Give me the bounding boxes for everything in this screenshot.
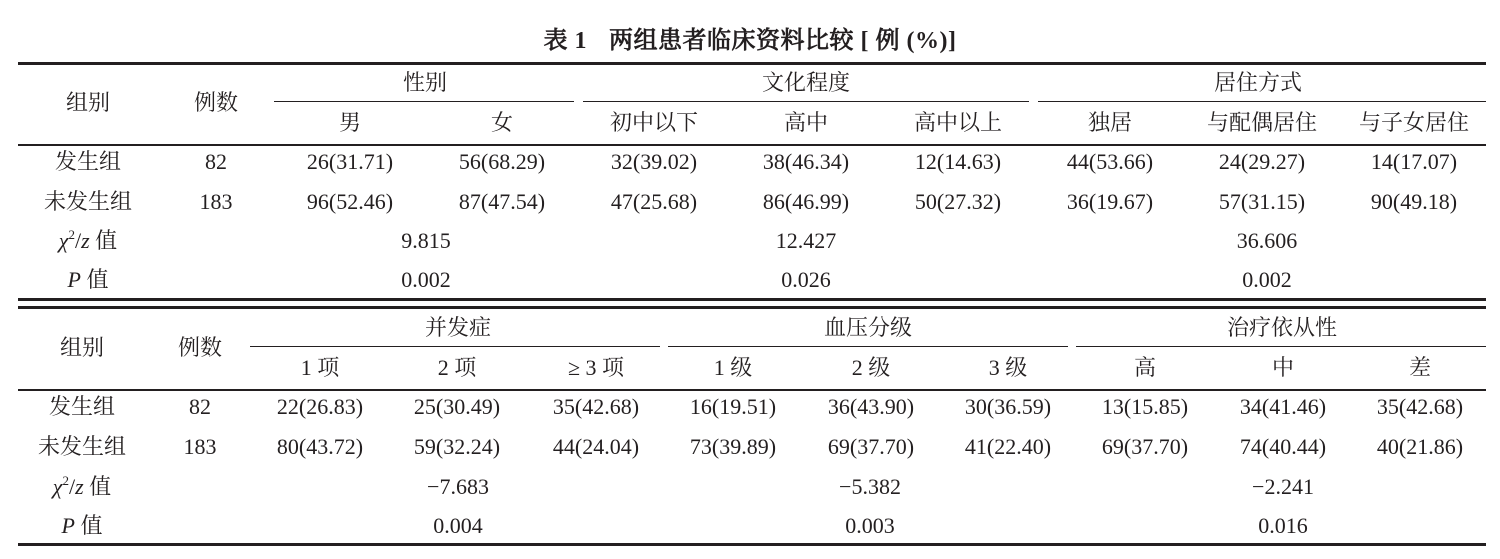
category-header-compliance: 治疗依从性 [1226,315,1338,340]
p-row-label: P 值 [61,513,103,538]
table-cell: 12(14.63) [914,149,1002,174]
subheader-alone: 独居 [1087,110,1133,135]
table-cell: 36(19.67) [1066,189,1154,214]
table-2-top-rule [18,306,1486,309]
table-2-bottom-rule [18,543,1486,546]
count-header: 例数 [193,90,239,115]
stat-value: −7.683 [427,474,489,499]
table-cell: 90(49.18) [1370,189,1458,214]
p-value: 0.003 [845,513,895,538]
p-value: 0.016 [1258,513,1308,538]
stat-row-label: $\chi^2/z$ 值 [52,473,112,499]
table-title: 两组患者临床资料比较 [ 例 (%)] [609,28,957,54]
table-cell: 32(39.02) [610,149,698,174]
category-header-complications: 并发症 [424,315,492,340]
subheader-below-junior-high: 初中以下 [609,110,699,135]
subheader-with-spouse: 与配偶居住 [1206,110,1318,135]
subheader-high: 高 [1133,355,1157,380]
table-cell: 87(47.54) [458,189,546,214]
stat-value: 36.606 [1236,228,1298,253]
row-group-label: 发生组 [54,149,122,174]
count-header: 例数 [177,335,223,360]
row-group-label: 未发生组 [43,189,133,214]
table-cell: 57(31.15) [1218,189,1306,214]
table-cell: 74(40.44) [1239,434,1327,459]
stat-value: −5.382 [839,474,901,499]
table-cell: 44(53.66) [1066,149,1154,174]
subheader-male: 男 [338,110,362,135]
p-value: 0.004 [433,513,483,538]
subheader-medium: 中 [1271,355,1295,380]
table-cell: 80(43.72) [276,434,364,459]
subheader-2-items: 2 项 [437,355,477,380]
stat-value: 12.427 [775,228,837,253]
column-span-rule [583,101,1029,102]
table-caption [0,26,1500,56]
stat-value: 9.815 [401,228,451,253]
table-cell: 44(24.04) [552,434,640,459]
p-value: 0.002 [401,267,451,292]
row-count: 82 [205,149,227,174]
column-span-rule [668,346,1068,347]
row-group-label: 发生组 [48,394,116,419]
row-count: 183 [183,434,217,459]
p-value: 0.002 [1242,267,1292,292]
row-count: 82 [189,394,211,419]
subheader-grade-1: 1 级 [713,355,753,380]
table-cell: 40(21.86) [1376,434,1464,459]
table-cell: 24(29.27) [1218,149,1306,174]
table-cell: 34(41.46) [1239,394,1327,419]
table-cell: 36(43.90) [827,394,915,419]
table-cell: 25(30.49) [413,394,501,419]
category-header-bp-grade: 血压分级 [823,315,913,340]
table-1-bottom-rule [18,298,1486,301]
stat-row-label: $\chi^2/z$ 值 [58,227,118,253]
category-header-living: 居住方式 [1213,70,1303,95]
table-cell: 14(17.07) [1370,149,1458,174]
table-cell: 35(42.68) [1376,394,1464,419]
table-cell: 86(46.99) [762,189,850,214]
row-group-label: 未发生组 [37,434,127,459]
table-cell: 13(15.85) [1101,394,1189,419]
table-cell: 50(27.32) [914,189,1002,214]
table-cell: 47(25.68) [610,189,698,214]
column-span-rule [250,346,660,347]
table-number: 表 1 [543,28,588,54]
table-cell: 26(31.71) [306,149,394,174]
subheader-with-children: 与子女居住 [1358,110,1470,135]
subheader-grade-2: 2 级 [851,355,891,380]
table-cell: 30(36.59) [964,394,1052,419]
table-1-top-rule [18,62,1486,65]
table-cell: 41(22.40) [964,434,1052,459]
subheader-grade-3: 3 级 [988,355,1028,380]
table-cell: 16(19.51) [689,394,777,419]
table-cell: 73(39.89) [689,434,777,459]
table-cell: 69(37.70) [1101,434,1189,459]
category-header-education: 文化程度 [761,70,851,95]
column-span-rule [1076,346,1486,347]
subheader-high-school: 高中 [783,110,829,135]
table-cell: 56(68.29) [458,149,546,174]
column-span-rule [1038,101,1486,102]
table-cell: 59(32.24) [413,434,501,459]
category-header-gender: 性别 [402,70,448,95]
row-count: 183 [199,189,233,214]
subheader-1-item: 1 项 [300,355,340,380]
column-span-rule [274,101,574,102]
stat-value: −2.241 [1252,474,1314,499]
p-row-label: P 值 [67,267,109,292]
table-2-header-rule [18,389,1486,391]
subheader-poor: 差 [1408,355,1432,380]
p-value: 0.026 [781,267,831,292]
table-cell: 38(46.34) [762,149,850,174]
subheader-above-high-school: 高中以上 [913,110,1003,135]
table-cell: 96(52.46) [306,189,394,214]
subheader-female: 女 [490,110,514,135]
group-header: 组别 [65,90,111,115]
table-cell: 35(42.68) [552,394,640,419]
subheader-3-plus-items: ≥ 3 项 [567,355,625,380]
table-cell: 22(26.83) [276,394,364,419]
table-1-header-rule [18,144,1486,146]
group-header: 组别 [59,335,105,360]
table-cell: 69(37.70) [827,434,915,459]
